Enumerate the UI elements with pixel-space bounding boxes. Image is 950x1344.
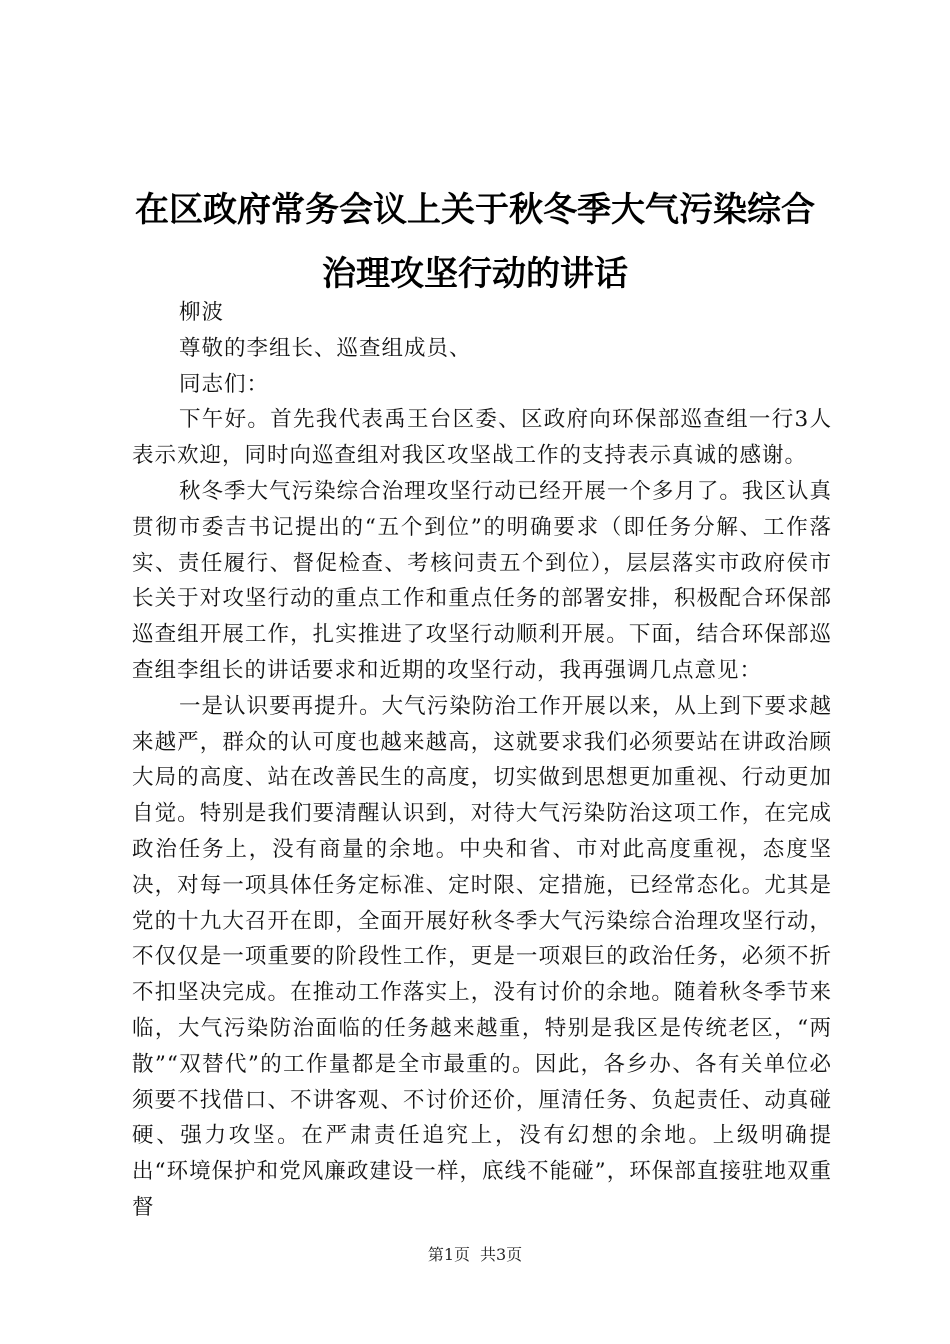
paragraph-greeting: 下午好。首先我代表禹王台区委、区政府向环保部巡查组一行3人表示欢迎，同时向巡查组对我区攻坚战工作的支持表示真诚的感谢。 bbox=[132, 407, 832, 469]
page-number: 第1页 bbox=[427, 1245, 470, 1264]
page-footer bbox=[0, 1244, 950, 1266]
document-body bbox=[132, 295, 832, 1226]
paragraph-progress: 秋冬季大气污染综合治理攻坚行动已经开展一个多月了。我区认真贯彻市委吉书记提出的“五个到位”的明确要求（即任务分解、工作落实、责任履行、督促检查、考核问责五个到位），层层落实市政府侯市长关于对攻坚行动的重点工作和重点任务的部署安排，积极配合环保部巡查组开展工作，扎实推进了攻坚行动顺利开展。下面，结合环保部巡查组李组长的讲话要求和近期的攻坚行动，我再强调几点意见： bbox=[132, 478, 832, 683]
author-name: 柳波 bbox=[179, 300, 225, 325]
title-line-1: 在区政府常务会议上关于秋冬季大气污染综合 bbox=[135, 190, 815, 230]
document-title bbox=[120, 178, 830, 306]
title-line-2: 治理攻坚行动的讲话 bbox=[322, 254, 628, 294]
salutation-line-1: 尊敬的李组长、巡查组成员、 bbox=[179, 335, 472, 361]
paragraph-point-one: 一是认识要再提升。大气污染防治工作开展以来，从上到下要求越来越严，群众的认可度也越来越高，这就要求我们必须要站在讲政治顾大局的高度、站在改善民生的高度，切实做到思想更加重视、行动更加自觉。特别是我们要清醒认识到，对待大气污染防治这项工作，在完成政治任务上，没有商量的余地。中央和省、市对此高度重视，态度坚决，对每一项具体任务定标准、定时限、定措施，已经常态化。尤其是党的十九大召开在即，全面开展好秋冬季大气污染综合治理攻坚行动，不仅仅是一项重要的阶段性工作，更是一项艰巨的政治任务，必须不折不扣坚决完成。在推动工作落实上，没有讨价的余地。随着秋冬季节来临，大气污染防治面临的任务越来越重，特别是我区是传统老区，“两散”“双替代”的工作量都是全市最重的。因此，各乡办、各有关单位必须要不找借口、不讲客观、不讨价还价，厘清任务、负起责任、动真碰硬、强力攻坚。在严肃责任追究上，没有幻想的余地。上级明确提出“环境保护和党风廉政建设一样，底线不能碰”，环保部直接驻地双重督 bbox=[132, 693, 832, 1220]
salutation-line-2: 同志们： bbox=[179, 371, 270, 397]
page-total: 共3页 bbox=[480, 1245, 523, 1264]
